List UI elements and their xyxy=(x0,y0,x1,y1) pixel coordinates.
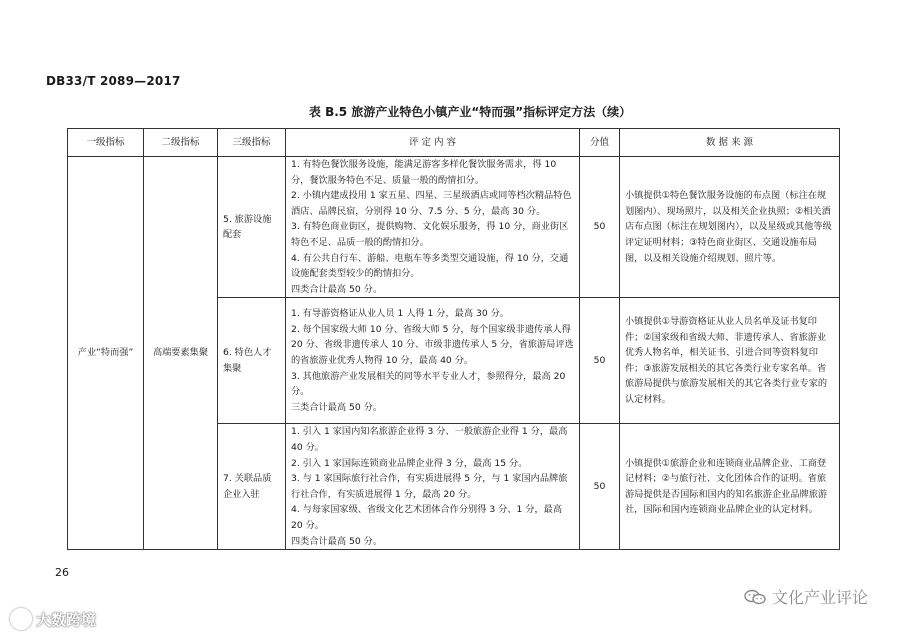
watermark-left xyxy=(10,608,96,630)
level2-cell: 高端要素集聚 xyxy=(144,157,218,550)
header-level2: 二级指标 xyxy=(144,129,218,157)
criteria-line: 1. 有特色餐饮服务设施，能满足游客多样化餐饮服务需求，得 10 分，餐饮服务特色不足、质量一般的酌情扣分。 xyxy=(291,159,557,186)
source-cell: 小镇提供①旅游企业和连锁商业品牌企业、工商登记材料；②与旅行社、文化团体合作的证明。省旅游局提供是否国际和国内的知名旅游企业品牌旅游社，国际和国内连锁商业品牌企业的认定材料。 xyxy=(620,424,840,550)
header-score: 分值 xyxy=(580,129,620,157)
score-cell: 50 xyxy=(580,424,620,550)
score-cell: 50 xyxy=(580,298,620,424)
criteria-cell xyxy=(286,298,580,424)
level1-cell: 产业“特而强” xyxy=(68,157,144,550)
criteria-line: 2. 引入 1 家国际连锁商业品牌企业得 3 分，最高 15 分。 xyxy=(291,457,528,469)
source-cell: 小镇提供①特色餐饮服务设施的布点图（标注在规划图内）、现场照片，以及相关企业执照；②相关酒店布点图（标注在规划图内），以及星级或其他等级评定证明材料；③特色商业街区、交通设施布局图，以及相关设施介绍规划、照片等。 xyxy=(620,157,840,298)
wechat-icon xyxy=(744,589,766,605)
criteria-cell xyxy=(286,157,580,298)
table-row xyxy=(68,157,840,298)
brand-logo-icon xyxy=(10,608,32,630)
header-level1: 一级指标 xyxy=(68,129,144,157)
level3-cell: 6. 特色人才集聚 xyxy=(218,298,286,424)
criteria-line: 3. 有特色商业街区，提供购物、文化娱乐服务，得 10 分，商业街区特色不足、品质一般的酌情扣分。 xyxy=(291,221,569,248)
level3-cell: 5. 旅游设施配套 xyxy=(218,157,286,298)
header-level3: 三级指标 xyxy=(218,129,286,157)
criteria-cell xyxy=(286,424,580,550)
header-source: 数 据 来 源 xyxy=(620,129,840,157)
criteria-line: 3. 与 1 家国际旅行社合作，有实质进展得 5 分，与 1 家国内品牌旅行社合作，有实质进展得 1 分，最高 20 分。 xyxy=(291,473,568,500)
evaluation-table xyxy=(67,128,840,550)
header-content: 评 定 内 容 xyxy=(286,129,580,157)
table-header-row xyxy=(68,129,840,157)
level3-cell: 7. 关联品质企业入驻 xyxy=(218,424,286,550)
criteria-total: 四类合计最高 50 分。 xyxy=(291,283,383,295)
watermark-right xyxy=(744,585,868,608)
score-cell: 50 xyxy=(580,157,620,298)
source-cell: 小镇提供①导游资格证从业人员名单及证书复印件；②国家级和省级大师、非遗传承人、省旅游业优秀人物名单，相关证书、引进合同等资料复印件；③旅游发展相关的其它各类行业专家名单。省旅游局提供与旅游发展相关的其它各类行业专家的认定材料。 xyxy=(620,298,840,424)
criteria-line: 1. 有导游资格证从业人员 1 人得 1 分，最高 30 分。 xyxy=(291,308,509,320)
page-number: 26 xyxy=(55,566,69,579)
criteria-total: 三类合计最高 50 分。 xyxy=(291,401,383,413)
criteria-line: 3. 其他旅游产业发展相关的同等水平专业人才，参照得分，最高 20 分。 xyxy=(291,370,566,398)
document-code: DB33/T 2089—2017 xyxy=(46,74,181,88)
criteria-line: 2. 小镇内建成投用 1 家五星、四星、三星级酒店或同等档次精品特色酒店、品牌民宿，分别得 10 分、7.5 分、5 分，最高 30 分。 xyxy=(291,190,572,217)
criteria-line: 4. 与每家国家级、省级文化艺术团体合作分别得 3 分、1 分，最高 20 分。 xyxy=(291,504,563,532)
watermark-left-text: 大数跨境 xyxy=(36,610,97,629)
watermark-right-text: 文化产业评论 xyxy=(771,588,868,607)
criteria-total: 四类合计最高 50 分。 xyxy=(291,535,383,547)
criteria-line: 2. 每个国家级大师 10 分、省级大师 5 分，每个国家级非遗传承人得 20 分、省级非遗传承人 10 分、市级非遗传承人 5 分，省旅游局评选的省旅游业优秀人物得 10 分，最高 40 分。 xyxy=(291,323,574,367)
criteria-line: 1. 引入 1 家国内知名旅游企业得 3 分、一般旅游企业得 1 分，最高 40 分。 xyxy=(291,426,568,454)
table-title: 表 B.5 旅游产业特色小镇产业“特而强”指标评定方法（续） xyxy=(308,105,632,119)
criteria-line: 4. 有公共自行车、游船、电瓶车等多类型交通设施，得 10 分，交通设施配套类型较少的酌情扣分。 xyxy=(291,252,569,280)
